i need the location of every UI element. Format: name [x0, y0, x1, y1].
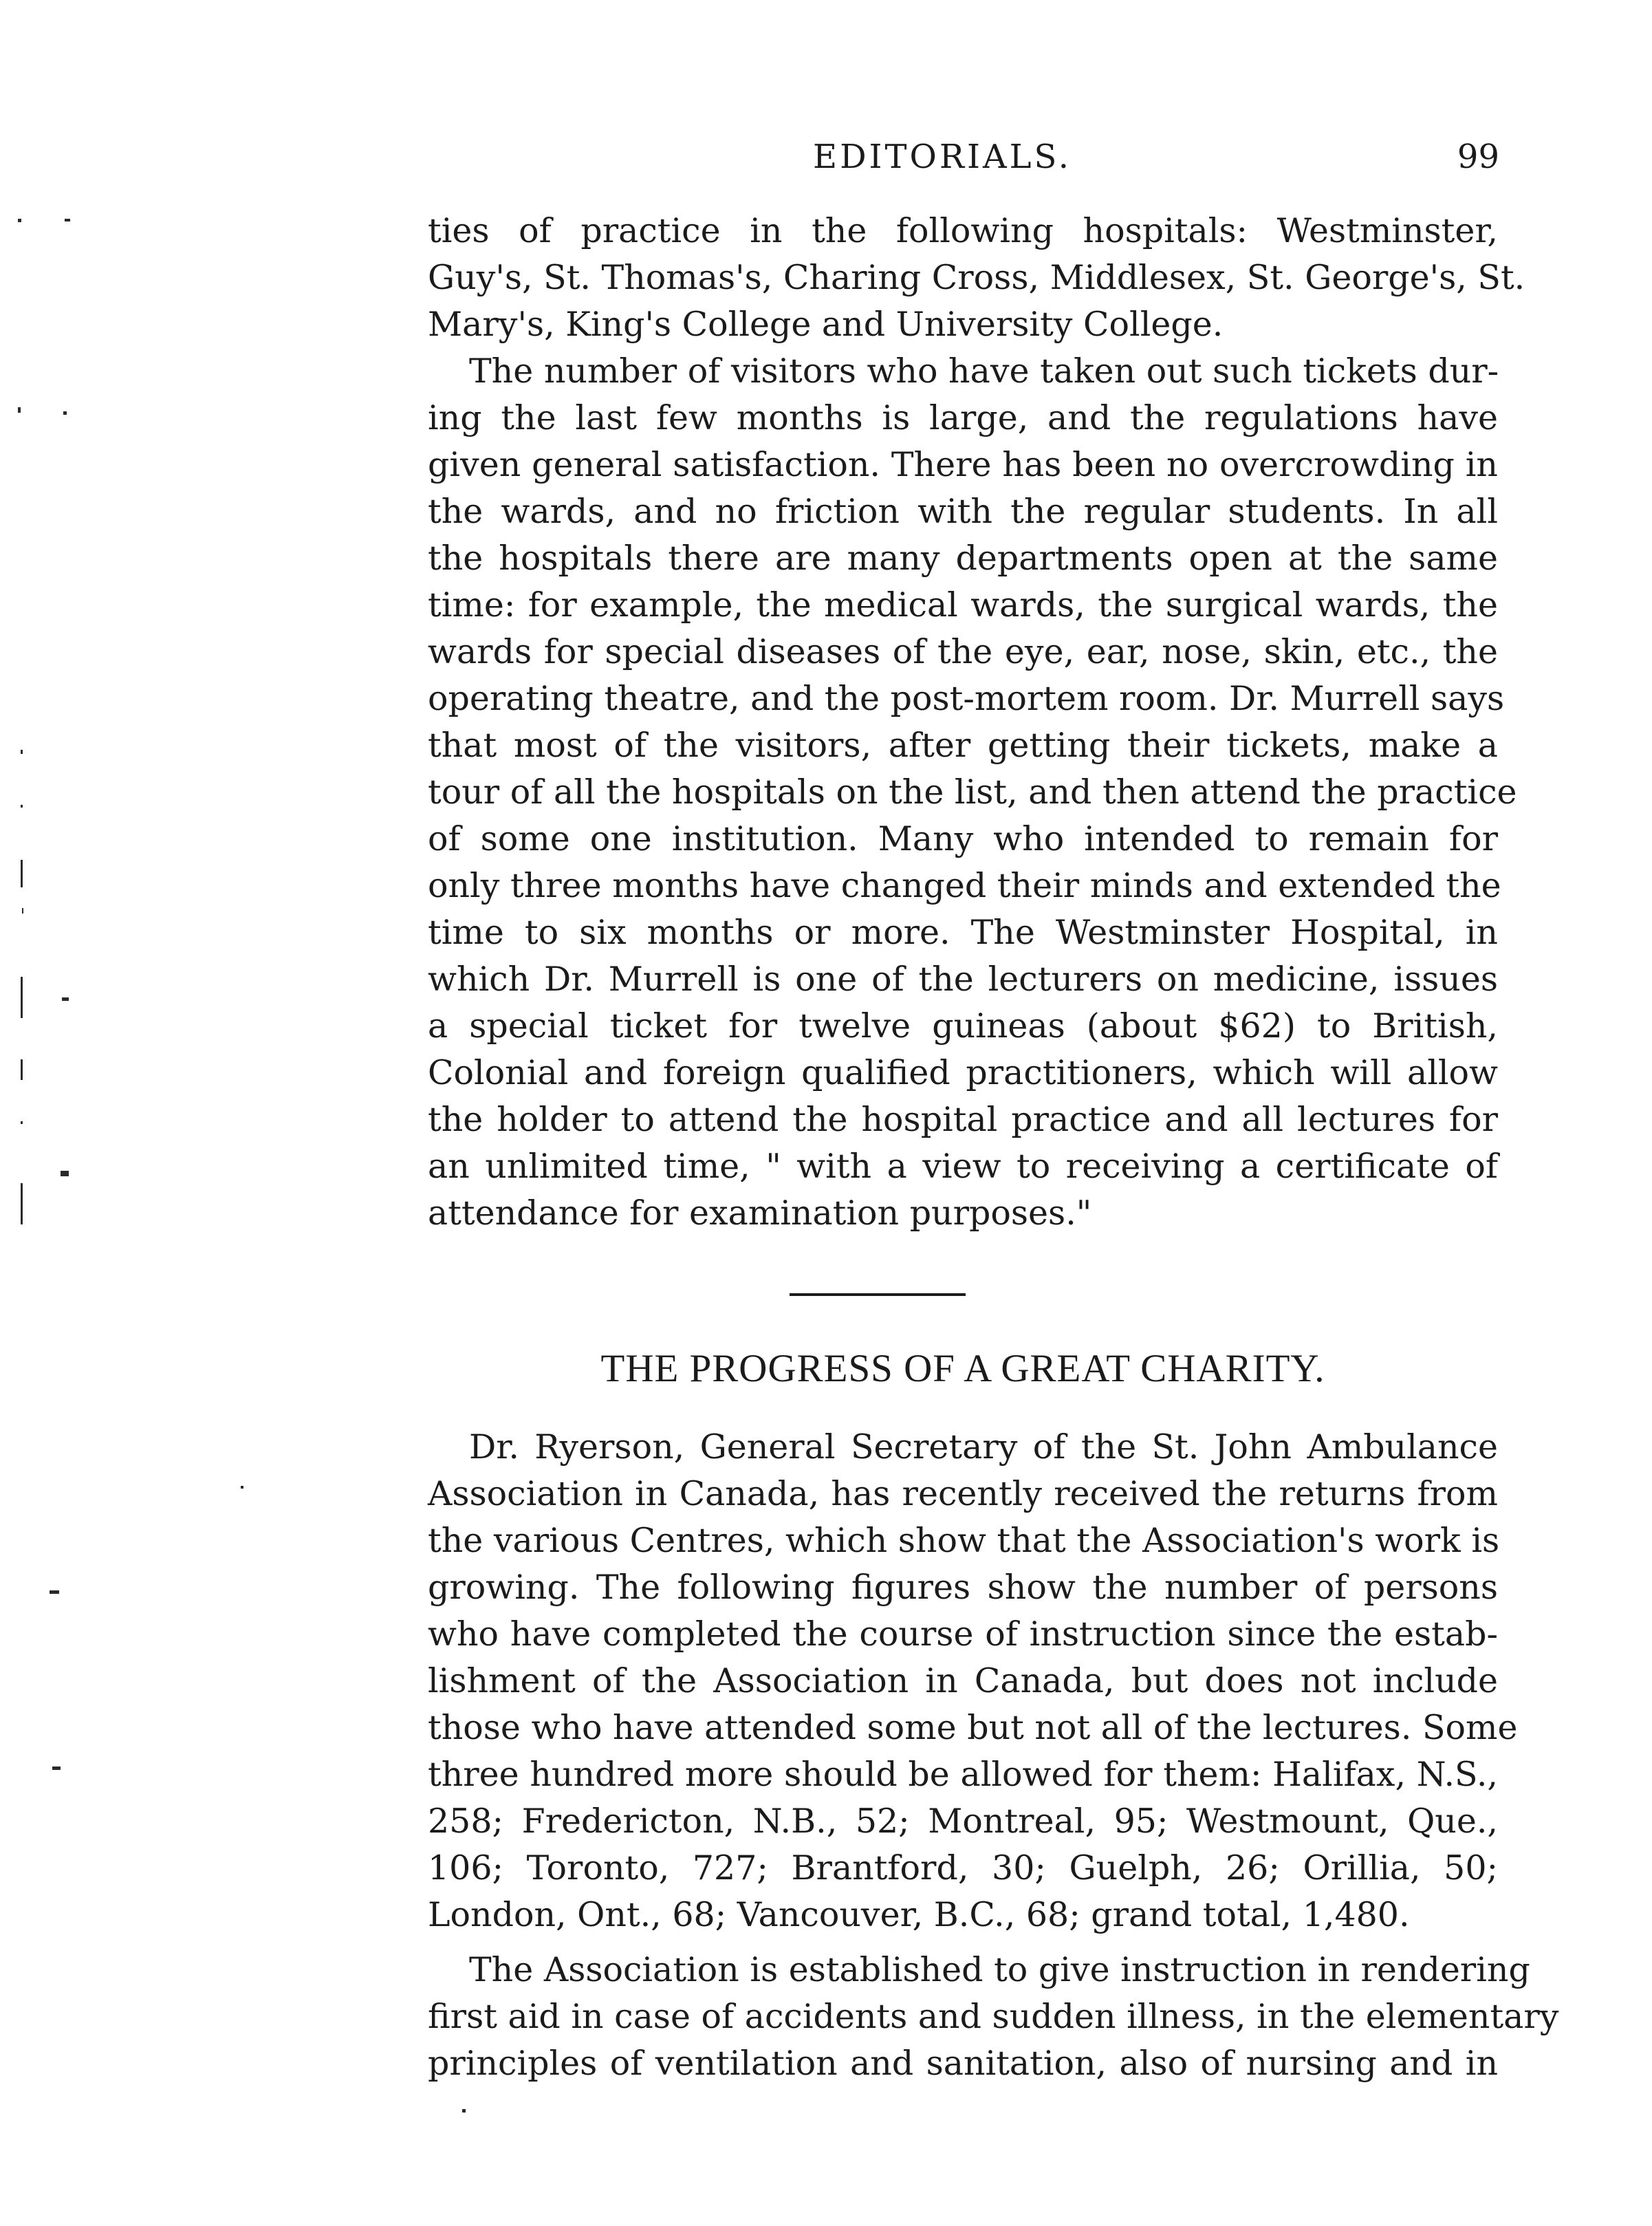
scan-speck	[21, 1121, 23, 1124]
text-line: of some one institution. Many who intended to remain for	[428, 819, 1498, 858]
scan-speck	[61, 1171, 69, 1176]
text-line: given general satisfaction. There has been no overcrowding in	[428, 445, 1498, 484]
text-line: only three months have changed their minds and extended the	[428, 866, 1501, 905]
text-line: The Association is established to give instruction in rendering	[469, 1950, 1530, 1989]
text-line: those who have attended some but not all of the lectures. Some	[428, 1708, 1518, 1747]
text-line: the various Centres, which show that the Association's work is	[428, 1521, 1500, 1560]
text-line: ing the last few months is large, and the regulations have	[428, 398, 1498, 437]
scan-speck	[52, 1766, 61, 1770]
scan-speck	[22, 908, 23, 914]
text-line: time to six months or more. The Westminster Hospital, in	[428, 913, 1498, 952]
text-line: ties of practice in the following hospitals: Westminster,	[428, 211, 1498, 250]
scan-speck	[18, 219, 21, 222]
text-line: tour of all the hospitals on the list, and then attend the practice	[428, 772, 1517, 812]
text-line: Association in Canada, has recently received the returns from	[428, 1474, 1498, 1513]
text-line: a special ticket for twelve guineas (about $62) to British,	[428, 1006, 1498, 1046]
text-line: lishment of the Association in Canada, but does not include	[428, 1661, 1498, 1700]
text-line: operating theatre, and the post-mortem room. Dr. Murrell says	[428, 679, 1505, 718]
scan-speck	[462, 2109, 466, 2112]
text-line: wards for special diseases of the eye, ear, nose, skin, etc., the	[428, 632, 1498, 671]
scan-speck	[241, 1486, 243, 1489]
scan-speck	[21, 1059, 23, 1080]
section-divider-rule	[790, 1293, 966, 1296]
text-line: 258; Fredericton, N.B., 52; Montreal, 95; Westmount, Que.,	[428, 1802, 1498, 1841]
scan-speck	[21, 977, 23, 1018]
page-number: 99	[1457, 138, 1499, 176]
text-line: the holder to attend the hospital practice and all lectures for	[428, 1100, 1498, 1139]
text-line: first aid in case of accidents and sudden illness, in the elementary	[428, 1997, 1559, 2036]
text-line: three hundred more should be allowed for them: Halifax, N.S.,	[428, 1755, 1498, 1794]
scan-speck	[18, 407, 21, 413]
paragraph-visitor-tickets	[428, 348, 1517, 1237]
running-head	[426, 138, 1499, 193]
paragraph-association-purpose	[428, 1947, 1559, 2087]
text-line: Mary's, King's College and University College.	[428, 305, 1224, 344]
text-line: the wards, and no friction with the regular students. In all	[428, 492, 1498, 531]
text-line: growing. The following figures show the number of persons	[428, 1568, 1498, 1607]
scan-speck	[65, 219, 70, 221]
scan-speck	[50, 1590, 59, 1594]
scan-speck	[21, 750, 23, 754]
text-line: The number of visitors who have taken out such tickets dur-	[469, 352, 1499, 391]
text-line: London, Ont., 68; Vancouver, B.C., 68; grand total, 1,480.	[428, 1895, 1410, 1934]
section-heading: THE PROGRESS OF A GREAT CHARITY.	[600, 1347, 1325, 1390]
scan-speck	[62, 997, 69, 1001]
text-line: who have completed the course of instruction since the estab-	[428, 1614, 1498, 1654]
scan-speck	[21, 1183, 23, 1224]
scan-speck	[21, 860, 23, 887]
text-line: the hospitals there are many departments open at the same	[428, 539, 1498, 578]
text-line: an unlimited time, " with a view to receiving a certificate of	[428, 1147, 1498, 1186]
paragraph-association-returns	[428, 1424, 1518, 1938]
text-line: which Dr. Murrell is one of the lecturers on medicine, issues	[428, 960, 1498, 999]
text-line: that most of the visitors, after getting their tickets, make a	[428, 726, 1498, 765]
text-line: attendance for examination purposes."	[428, 1193, 1092, 1233]
text-line: principles of ventilation and sanitation, also of nursing and in	[428, 2044, 1498, 2083]
text-line: Guy's, St. Thomas's, Charing Cross, Middlesex, St. George's, St.	[428, 258, 1525, 297]
text-line: Dr. Ryerson, General Secretary of the St. John Ambulance	[469, 1427, 1498, 1467]
text-line: time: for example, the medical wards, the surgical wards, the	[428, 585, 1498, 625]
text-line: Colonial and foreign qualified practitioners, which will allow	[428, 1053, 1498, 1092]
running-title: EDITORIALS.	[813, 138, 1072, 176]
scan-speck	[21, 805, 23, 808]
scan-speck	[63, 411, 67, 415]
text-line: 106; Toronto, 727; Brantford, 30; Guelph, 26; Orillia, 50;	[428, 1848, 1498, 1888]
continued-paragraph	[428, 208, 1525, 348]
